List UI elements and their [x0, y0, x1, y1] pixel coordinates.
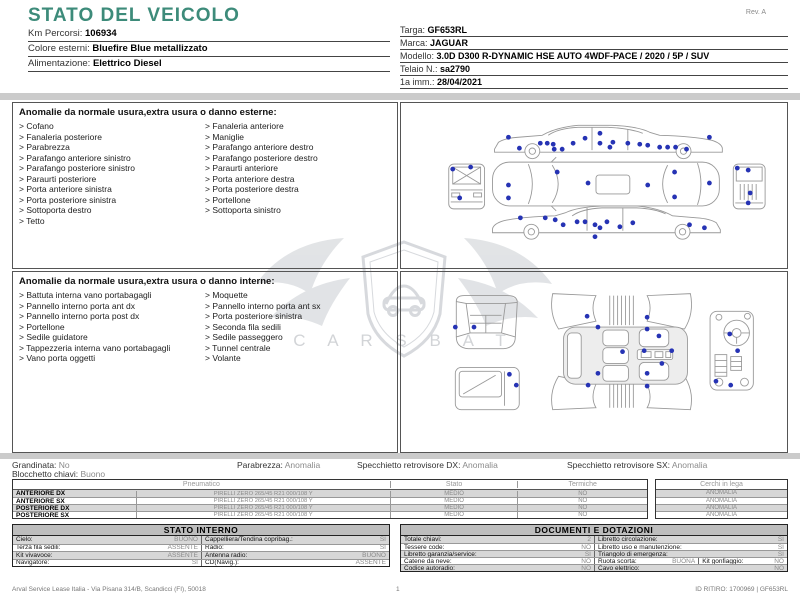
rims-table-body	[656, 490, 787, 518]
tyre-spec: PIRELLI ZERO 265/45 R21 000/108 Y	[136, 491, 390, 497]
damage-marker	[555, 170, 560, 175]
damage-marker	[620, 349, 625, 354]
anomaly-item: > Porta anteriore sinistra	[19, 184, 112, 194]
tyre-position: POSTERIORE DX	[16, 504, 70, 512]
kv-cell	[401, 544, 594, 550]
anomaly-item: > Parafango anteriore destro	[205, 142, 314, 152]
kv-value: SI	[191, 559, 198, 566]
damage-marker	[586, 181, 591, 186]
interior-anomalies-panel	[12, 271, 398, 453]
tyre-spec: PIRELLI ZERO 265/45 R21 000/108 Y	[136, 498, 390, 504]
separator-band-bottom	[0, 453, 800, 459]
kv-cell	[13, 552, 201, 559]
kv-row	[13, 559, 389, 567]
interior-damage-diagram	[401, 272, 787, 452]
interior-state-title: STATO INTERNO	[13, 525, 389, 536]
damage-marker	[657, 145, 662, 150]
kv-cell	[401, 558, 594, 564]
tyres-table	[12, 479, 648, 519]
footer-company: Arval Service Lease Italia - Via Pisana 314/B, Scandicci (FI), 50018	[12, 586, 206, 593]
damage-marker	[645, 384, 650, 389]
kv-label: CD(Navig.):	[205, 559, 239, 566]
damage-marker	[506, 183, 511, 188]
kv-value: NO	[774, 558, 784, 564]
tyre-condition: MEDIO	[390, 491, 518, 497]
kv-cell	[401, 551, 594, 557]
field-label: Alimentazione:	[28, 58, 93, 69]
col-header-cerchi: Cerchi in lega	[656, 480, 787, 490]
tyre-winter: NO	[517, 491, 647, 497]
vehicle-info-left	[28, 27, 390, 72]
anomaly-item: > Sedile passeggero	[205, 332, 283, 342]
anomaly-item: > Portellone	[205, 194, 251, 205]
kv-value: BUONA	[672, 558, 696, 564]
field-value: JAGUAR	[430, 38, 469, 48]
anomaly-item: > Paraurti anteriore	[205, 163, 278, 173]
damage-marker	[605, 219, 610, 224]
kv-cell	[401, 536, 594, 543]
kv-label: Radio:	[205, 544, 224, 551]
kv-label: Cappelliera/Tendina copribag.:	[205, 536, 293, 544]
damage-marker	[596, 371, 601, 376]
field-alimentazione	[28, 57, 390, 72]
field-value: Bluefire Blue metallizzato	[92, 43, 208, 54]
field-value: Elettrico Diesel	[92, 58, 162, 69]
kv-row	[401, 564, 787, 571]
exterior-anomalies-heading: Anomalie da normale usura,extra usura o danno esterne:	[19, 107, 277, 118]
damage-marker	[645, 183, 650, 188]
exterior-damage-diagram	[401, 103, 787, 268]
anomaly-item: > Porta anteriore destra	[205, 173, 295, 184]
kv-label: Totale chiavi:	[404, 536, 442, 543]
kv-cell	[13, 560, 201, 567]
damage-marker	[506, 135, 511, 140]
anomaly-item: > Fanaleria anteriore	[205, 121, 284, 131]
anomaly-item: > Pannello interno porta ant dx	[19, 300, 136, 311]
status-label: Specchietto retrovisore DX:	[357, 460, 463, 470]
rims-table	[655, 479, 788, 519]
field-label: Targa:	[400, 25, 428, 35]
anomaly-item: > Cofano	[19, 121, 54, 131]
damage-marker	[468, 165, 473, 170]
field-label: Colore esterni:	[28, 43, 93, 54]
anomaly-item: > Portellone	[19, 321, 65, 332]
kv-label: Libretto garanzia/service:	[404, 551, 477, 557]
kv-label: Navigatore:	[16, 559, 50, 566]
damage-marker	[538, 141, 543, 146]
revision-label: Rev. A	[745, 9, 766, 16]
damage-marker	[727, 332, 732, 337]
kv-label: Kit gonfiaggio:	[702, 558, 744, 564]
kv-row	[13, 536, 389, 544]
damage-marker	[746, 201, 751, 206]
tyre-spec: PIRELLI ZERO 265/45 R21 000/108 Y	[136, 512, 390, 518]
kv-value: NO	[581, 558, 591, 564]
anomaly-item: > Pannello interno porta ant sx	[205, 300, 321, 311]
kv-cell	[201, 552, 389, 559]
kv-value: BUONO	[362, 552, 386, 559]
damage-marker	[583, 219, 588, 224]
tyre-winter: NO	[517, 512, 647, 518]
field-value: 3.0D D300 R-DYNAMIC HSE AUTO 4WDF-PACE / 2020 / 5P / SUV	[436, 51, 710, 61]
anomaly-item: > Sedile guidatore	[19, 332, 88, 342]
field-prima-imm	[400, 76, 788, 89]
tyre-row	[13, 490, 647, 497]
damage-marker	[748, 191, 753, 196]
damage-marker	[506, 196, 511, 201]
exterior-anomalies-panel	[12, 102, 398, 269]
kv-value: SI	[777, 536, 784, 543]
anomaly-item: > Parafango posteriore sinistro	[19, 163, 135, 173]
documents-title: DOCUMENTI E DOTAZIONI	[401, 525, 787, 536]
car-interior-line-art	[455, 294, 753, 410]
kv-label: Libretto circolazione:	[598, 536, 658, 543]
kv-label: Kit vivavoce:	[16, 552, 53, 559]
damage-marker	[645, 327, 650, 332]
col-header-termiche: Termiche	[517, 481, 647, 488]
damage-marker	[561, 222, 566, 227]
anomaly-item: > Volante	[205, 353, 241, 363]
damage-marker	[551, 142, 556, 147]
damage-marker	[657, 334, 662, 339]
damage-marker	[665, 145, 670, 150]
anomaly-item: > Porta posteriore sinistra	[19, 194, 117, 205]
kv-value: BUONO	[174, 536, 198, 544]
status-label: Blocchetto chiavi:	[12, 469, 81, 479]
damage-marker	[611, 140, 616, 145]
field-value: 28/04/2021	[437, 77, 483, 87]
anomaly-item: > Battuta interna vano portabagagli	[19, 290, 152, 300]
damage-marker	[702, 225, 707, 230]
damage-marker	[617, 224, 622, 229]
status-blocchetto-chiavi	[12, 469, 105, 479]
damage-marker	[596, 325, 601, 330]
status-specchietto-sx	[567, 460, 707, 470]
damage-marker	[669, 348, 674, 353]
footer-page-number: 1	[396, 586, 400, 593]
col-header-stato: Stato	[390, 481, 518, 488]
kv-value: 2	[587, 536, 591, 543]
kv-row	[13, 544, 389, 552]
kv-value: SI	[777, 544, 784, 550]
damage-marker	[625, 141, 630, 146]
field-value: GF653RL	[427, 25, 468, 35]
anomaly-item: > Moquette	[205, 290, 248, 300]
kv-cell	[698, 558, 787, 564]
kv-cell	[594, 558, 698, 564]
damage-marker	[684, 147, 689, 152]
kv-label: Cavo elettrico:	[598, 565, 640, 571]
exterior-anomalies-col2	[205, 121, 391, 226]
kv-label: Tessere code:	[404, 544, 445, 550]
damage-marker	[642, 348, 647, 353]
kv-row	[13, 551, 389, 559]
damage-marker	[630, 220, 635, 225]
kv-cell	[401, 565, 594, 571]
damage-marker	[735, 348, 740, 353]
kv-label: Catene da neve:	[404, 558, 452, 564]
status-value: No	[58, 460, 70, 470]
damage-marker	[645, 315, 650, 320]
interior-anomalies-heading: Anomalie da normale usura,extra usura o danno interne:	[19, 276, 275, 287]
field-label: Modello:	[400, 51, 437, 61]
tyre-row	[13, 497, 647, 504]
tyre-position: ANTERIORE SX	[16, 497, 65, 505]
tyre-position: ANTERIORE DX	[16, 490, 66, 497]
damage-marker	[598, 141, 603, 146]
damage-marker	[593, 234, 598, 239]
kv-label: Ruota scorta:	[598, 558, 637, 564]
rim-status: ANOMALIA	[656, 504, 787, 511]
tyre-spec: PIRELLI ZERO 265/45 R21 000/108 Y	[136, 505, 390, 511]
tyres-table-header	[13, 480, 647, 490]
anomaly-item: > Tunnel centrale	[205, 342, 271, 353]
kv-value: ASSENTE	[167, 552, 198, 559]
anomaly-item: > Parabrezza	[19, 142, 70, 152]
damage-marker	[571, 141, 576, 146]
damage-marker	[714, 379, 719, 384]
kv-label: Antenna radio:	[205, 552, 248, 559]
damage-marker	[707, 181, 712, 186]
separator-band-top	[0, 93, 800, 100]
anomaly-item: > Maniglie	[205, 131, 244, 142]
anomaly-item: > Paraurti posteriore	[19, 173, 97, 184]
damage-marker	[507, 372, 512, 377]
anomaly-item: > Sottoporta sinistro	[205, 205, 281, 215]
damage-marker	[545, 141, 550, 146]
vehicle-info-right	[400, 24, 788, 89]
interior-state-table	[12, 524, 390, 567]
status-label: Specchietto retrovisore SX:	[567, 460, 672, 470]
kv-value: SI	[777, 551, 784, 557]
damage-marker	[553, 217, 558, 222]
tyre-row	[13, 511, 647, 518]
documents-table	[400, 524, 788, 572]
field-value: sa2790	[440, 64, 471, 74]
anomaly-item: > Parafango posteriore destro	[205, 152, 318, 163]
damage-marker	[583, 136, 588, 141]
kv-value: SI	[379, 536, 386, 544]
damage-marker	[645, 143, 650, 148]
damage-marker	[560, 147, 565, 152]
damage-marker	[543, 215, 548, 220]
status-specchietto-dx	[357, 460, 498, 470]
anomaly-item: > Parafango anteriore sinistro	[19, 152, 131, 163]
damage-marker	[608, 145, 613, 150]
damage-marker	[598, 225, 603, 230]
damage-marker	[453, 325, 458, 330]
documents-rows	[401, 536, 787, 571]
damage-marker	[586, 383, 591, 388]
damage-marker	[672, 195, 677, 200]
kv-value: SI	[379, 544, 386, 551]
damage-marker	[457, 196, 462, 201]
rim-status: ANOMALIA	[656, 497, 787, 504]
field-label: Marca:	[400, 38, 431, 48]
kv-cell	[594, 536, 787, 543]
field-targa	[400, 24, 788, 37]
field-marca	[400, 37, 788, 50]
damage-marker	[746, 168, 751, 173]
kv-cell	[201, 545, 389, 552]
damage-marker	[472, 325, 477, 330]
kv-value: ASSENTE	[355, 559, 386, 566]
kv-cell	[594, 544, 787, 550]
kv-label: Cielo:	[16, 536, 33, 544]
anomaly-item: > Sottoporta destro	[19, 205, 92, 215]
status-label: Grandinata:	[12, 460, 59, 470]
kv-value: NO	[774, 565, 784, 571]
damage-marker	[514, 383, 519, 388]
anomaly-item: > Pannello interno porta post dx	[19, 311, 140, 321]
kv-value: ASSENTE	[167, 544, 198, 551]
anomaly-item: > Vano porta oggetti	[19, 353, 96, 363]
anomaly-item: > Tetto	[19, 215, 45, 226]
damage-marker	[552, 147, 557, 152]
kv-row	[401, 536, 787, 543]
watermark-text: C A R S B A T	[293, 331, 515, 350]
status-label: Parabrezza:	[237, 460, 285, 470]
status-value: Anomalia	[671, 460, 708, 470]
damage-marker	[728, 383, 733, 388]
kv-label: Codice autoradio:	[404, 565, 455, 571]
tyre-condition: MEDIO	[390, 505, 518, 511]
tyre-condition: MEDIO	[390, 498, 518, 504]
anomaly-item: > Tappezzeria interna vano portabagagli	[19, 342, 171, 353]
damage-marker	[660, 361, 665, 366]
field-label: Km Percorsi:	[28, 28, 86, 39]
anomaly-item: > Seconda fila sedili	[205, 321, 281, 332]
status-value: Anomalia	[284, 460, 321, 470]
damage-marker	[673, 145, 678, 150]
col-header-pneumatico: Pneumatico	[182, 481, 220, 488]
interior-state-rows	[13, 536, 389, 566]
tyre-winter: NO	[517, 498, 647, 504]
kv-cell	[201, 536, 389, 544]
field-km-percorsi	[28, 27, 390, 42]
damage-marker	[518, 215, 523, 220]
kv-cell	[594, 551, 787, 557]
damage-marker	[575, 219, 580, 224]
damage-marker	[593, 222, 598, 227]
damage-marker	[598, 131, 603, 136]
tyres-table-body	[13, 490, 647, 518]
field-label: 1a imm.:	[400, 77, 438, 87]
tyre-row	[13, 504, 647, 511]
kv-value: SI	[584, 551, 591, 557]
status-value: Anomalia	[462, 460, 498, 470]
footer-ritiro-id: ID RITIRO: 1700969 | GF653RL	[695, 586, 788, 593]
rim-status: ANOMALIA	[656, 511, 787, 518]
field-colore-esterni	[28, 42, 390, 57]
kv-label: Libretto uso e manutenzione:	[598, 544, 682, 550]
anomaly-item: > Porta posteriore destra	[205, 184, 299, 194]
damage-marker	[735, 166, 740, 171]
kv-row	[401, 543, 787, 550]
interior-anomalies-col1	[19, 290, 205, 364]
damage-marker	[687, 222, 692, 227]
kv-label: Triangolo di emergenza:	[598, 551, 668, 557]
rim-status: ANOMALIA	[656, 490, 787, 497]
interior-anomalies-col2	[205, 290, 391, 364]
field-telaio	[400, 63, 788, 76]
exterior-diagram-panel	[400, 102, 788, 269]
tyre-condition: MEDIO	[390, 512, 518, 518]
kv-value: NO	[581, 565, 591, 571]
exterior-anomalies-col1	[19, 121, 205, 226]
tyre-position: POSTERIORE SX	[16, 511, 70, 519]
anomaly-item: > Porta posteriore sinistra	[205, 311, 303, 321]
damage-marker	[672, 170, 677, 175]
damage-marker	[637, 142, 642, 147]
field-modello	[400, 50, 788, 63]
damage-marker	[707, 135, 712, 140]
kv-row	[401, 550, 787, 557]
kv-cell	[201, 560, 389, 567]
page-title: STATO DEL VEICOLO	[28, 5, 240, 26]
status-value: Buono	[80, 469, 106, 479]
kv-cell	[13, 545, 201, 552]
damage-marker	[450, 167, 455, 172]
field-label: Telaio N.:	[400, 64, 441, 74]
kv-cell	[13, 536, 201, 544]
interior-diagram-panel	[400, 271, 788, 453]
status-parabrezza	[237, 460, 320, 470]
kv-cell	[594, 565, 787, 571]
kv-row	[401, 557, 787, 564]
damage-marker	[517, 146, 522, 151]
kv-value: NO	[581, 544, 591, 550]
damage-marker	[585, 314, 590, 319]
field-value: 106934	[85, 28, 117, 39]
anomaly-item: > Fanaleria posteriore	[19, 131, 102, 142]
tyre-winter: NO	[517, 505, 647, 511]
kv-label: Terza fila sedili:	[16, 544, 61, 551]
damage-marker	[645, 371, 650, 376]
